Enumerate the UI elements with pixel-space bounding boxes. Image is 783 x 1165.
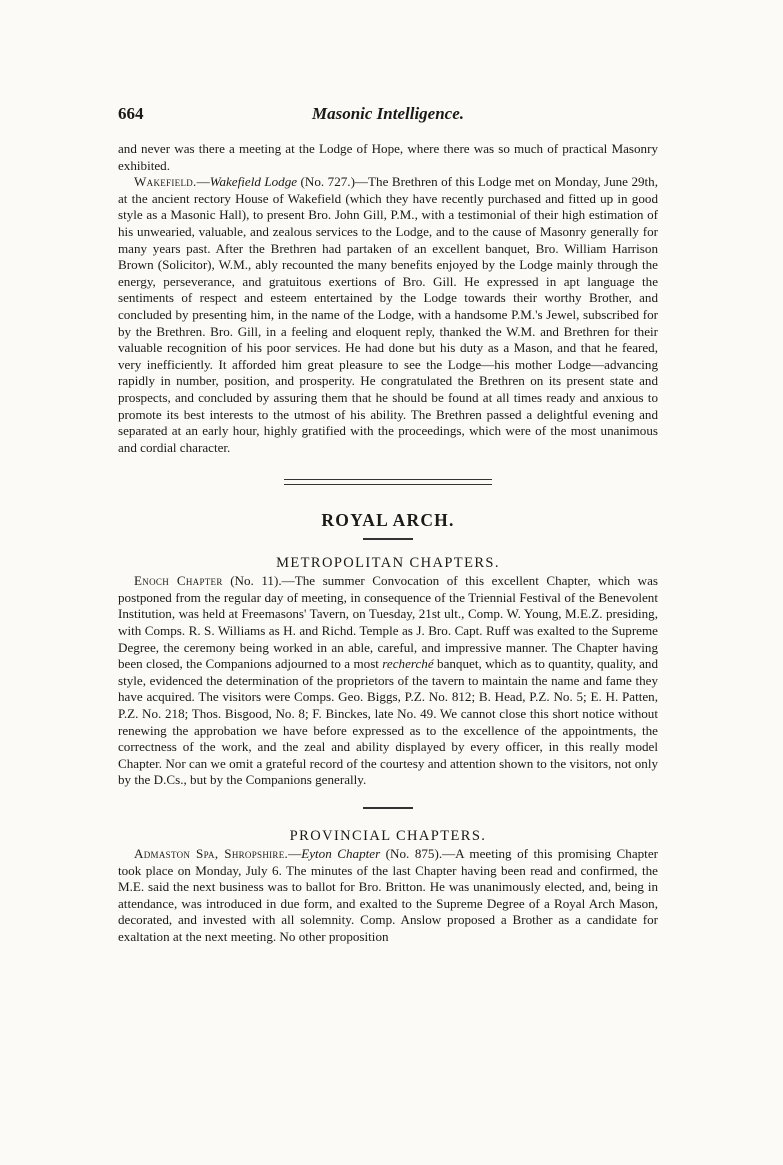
paragraph-body-continued: banquet, which as to quantity, quality, and style, evidenced the determination of the proprietors of the tavern to maintain the name and fame they have acquired. The visitors were Comps. Geo. Biggs, P.Z. No. 812; B. Head, P.Z. No. 5; E. H. Patten, P.Z. No. 218; Thos. Bisgood, No. 8; F. Binckes, late No. 49. We cannot close this short notice without renewing the approbation we have before expressed as to the excellence of the appointments, the correctness of the work, and the zeal and ability displayed by every officer, in this really model Chapter. Nor can we omit a grateful record of the courtesy and attention shown to the visitors, not only by the D.Cs., but by the Companions generally. [118,656,658,788]
paragraph-body: (No. 727.)—The Brethren of this Lodge met on Monday, June 29th, at the ancient rectory House of Wakefield (which they have recently purchased and fitted up in good style as a Masonic Hall), to present Bro. John Gill, P.M., with a testimonial of their high estimation of his unwearied, valuable, and zealous services to the Lodge, and to the cause of Masonry generally for many years past. After the Brethren had partaken of an excellent banquet, Bro. William Harrison Brown (Solicitor), W.M., ably recounted the many benefits enjoyed by the Lodge mainly through the energy, perseverance, and gratuitous exertions of Bro. Gill. He expressed in apt language the sentiments of respect and esteem entertained by the Lodge towards their worthy Brother, and concluded by presenting him, in the name of the Lodge, with a handsome P.M.'s Jewel, subscribed for by the Brethren. Bro. Gill, in a feeling and eloquent reply, thanked the W.M. and Brethren for their valuable recognition of his poor services. He had done but his duty as a Mason, and that he feared, very inefficiently. It afforded him great pleasure to see the Lodge—his mother Lodge—advancing rapidly in number, position, and prosperity. He congratulated the Brethren on its present state and prospects, and concluded by assuring them that he should be found at all times ready and anxious to promote its best interests to the utmost of his ability. The Brethren passed a delightful evening and separated at an early hour, highly gratified with the proceedings, which were of the most unanimous and cordial character. [118,174,658,455]
chapter-name: Eyton Chapter [301,846,381,861]
double-rule-divider [284,479,492,485]
paragraph-hope: and never was there a meeting at the Lodge of Hope, where there was so much of practical Masonry exhibited. [118,141,658,173]
place-name: Admaston Spa, Shropshire. [134,846,289,861]
running-title: Masonic Intelligence. [311,104,465,123]
page-header [118,104,658,128]
paragraph-body: (No. 11).—The summer Convocation of this excellent Chapter, which was postponed from the regular day of meeting, in consequence of the Triennial Festival of the Benevolent Institution, was held at Freemasons' Tavern, on Tuesday, 21st ult., Comp. W. Young, M.E.Z. presiding, with Comps. R. S. Williams as H. and Richd. Temple as J. Bro. Capt. Ruff was exalted to the Supreme Degree, the ceremony being worked in an able, careful, and impressive manner. The Chapter having been closed, the Companions adjourned to a most [118,573,658,672]
metropolitan-heading: METROPOLITAN CHAPTERS. [276,555,500,572]
short-rule-divider [363,538,413,540]
provincial-heading: PROVINCIAL CHAPTERS. [289,828,487,844]
lodge-name: Wakefield Lodge [209,174,298,190]
paragraph-body: (No. 875).—A meeting of this promising Chapter took place on Monday, July 6. The minutes of the last Chapter having been read and confirmed, the M.E. said the next business was to ballot for Bro. Britton. He was unanimously elected, and, being in attendance, was introduced in due form, and exalted to the Supreme Degree of a Royal Arch Mason, decorated, and invested with all solemnity. Comp. Anslow proposed a Brother as a candidate for exaltation at the next meeting. No other proposition [118,846,658,944]
paragraph-wakefield: Wakefield.—Wakefield Lodge (No. 727.)—The Brethren of this Lodge met on Monday, June 29th, at the ancient rectory House of Wakefield (which they have recently purchased and fitted up in good style as a Masonic Hall), to present Bro. John Gill, P.M., with a testimonial of their high estimation of his unwearied, valuable, and zealous services to the Lodge, and to the cause of Masonry generally for many years past. After the Brethren had partaken of an excellent banquet, Bro. William Harrison Brown (Solicitor), W.M., ably recounted the many benefits enjoyed by the Lodge mainly through the energy, perseverance, and gratuitous exertions of Bro. Gill. He expressed in apt language the sentiments of respect and esteem entertained by the Lodge towards their worthy Brother, and concluded by presenting him, in the name of the Lodge, with a handsome P.M.'s Jewel, subscribed for by the Brethren. Bro. Gill, in a feeling and eloquent reply, thanked the W.M. and Brethren for their valuable recognition of his poor services. He had done but his duty as a Mason, and that he feared, very inefficiently. It afforded him great pleasure to see the Lodge—his mother Lodge—advancing rapidly in number, position, and prosperity. He congratulated the Brethren on its present state and prospects, and concluded by assuring them that he should be found at all times ready and anxious to promote its best interests to the utmost of his ability. The Brethren passed a delightful evening and separated at an early hour, highly gratified with the proceedings, which were of the most unanimous and cordial character. [118,174,658,455]
place-name: Wakefield. [134,174,197,190]
paragraph-enoch [118,573,658,789]
paragraph-admaston: Admaston Spa, Shropshire.—Eyton Chapter (No. 875).—A meeting of this promising Chapter took place on Monday, July 6. The minutes of the last Chapter having been read and confirmed, the M.E. said the next business was to ballot for Bro. Britton. He was unanimously elected, and, being in attendance, was introduced in due form, and exalted to the Supreme Degree of a Royal Arch Mason, decorated, and invested with all solemnity. Comp. Anslow proposed a Brother as a candidate for exaltation at the next meeting. No other proposition [118,846,658,944]
section-title: ROYAL ARCH. [321,510,455,531]
chapter-name: Enoch Chapter [134,573,223,589]
short-rule-divider [363,807,413,809]
page-number: 664 [118,104,144,123]
text-column [118,141,658,946]
italic-word: recherché [382,656,434,672]
